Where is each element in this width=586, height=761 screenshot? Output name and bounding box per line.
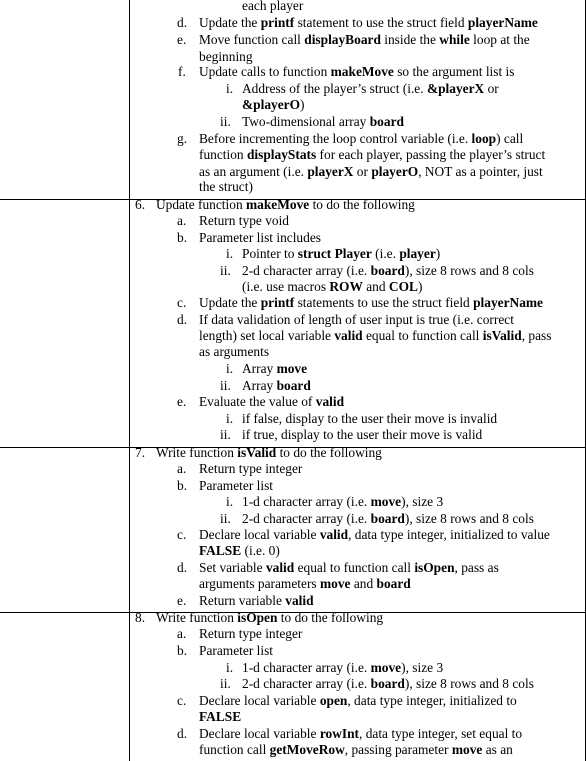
code-term: displayStats — [246, 147, 317, 162]
list-marker: a. — [177, 213, 187, 228]
text-line — [242, 427, 482, 443]
text-run: for each player, passing the player’s struct — [316, 147, 546, 162]
list-marker: i. — [226, 660, 234, 675]
text-run: Update function — [156, 197, 246, 212]
text-line — [199, 179, 253, 195]
text-run: Before incrementing the loop control variable (i.e. — [199, 131, 472, 146]
code-term: FALSE — [199, 543, 242, 558]
code-term: valid — [334, 328, 363, 343]
list-marker: d. — [177, 15, 188, 30]
text-run: each player — [242, 0, 304, 13]
list-marker: i. — [226, 81, 234, 96]
code-term: move — [319, 576, 351, 591]
code-term: valid — [265, 560, 295, 575]
text-line — [242, 246, 440, 262]
code-term: playerX — [307, 164, 354, 179]
text-line — [156, 610, 383, 626]
text-run: Return type integer — [199, 461, 303, 476]
text-run: 2-d character array (i.e. — [242, 511, 371, 526]
text-run: ), size 8 rows and 8 cols — [404, 263, 534, 278]
list-marker: ii. — [220, 676, 231, 691]
list-marker: b. — [177, 643, 188, 658]
code-term: board — [276, 378, 311, 393]
list-marker: b. — [177, 478, 188, 493]
list-marker: ii. — [220, 427, 231, 442]
code-term: printf — [260, 15, 295, 30]
text-run: or — [484, 81, 499, 96]
text-run: Move function call — [199, 32, 305, 47]
text-line — [199, 312, 514, 328]
text-line — [242, 279, 422, 295]
text-run: ), size 3 — [401, 494, 444, 509]
text-line — [199, 131, 523, 147]
code-term: while — [439, 32, 470, 47]
text-run: to do the following — [276, 445, 382, 460]
text-line — [156, 197, 415, 213]
list-marker: f. — [178, 64, 186, 79]
text-run: Parameter list includes — [199, 230, 321, 245]
code-term: valid — [285, 593, 314, 608]
code-term: rowInt — [319, 726, 359, 741]
text-run: 2-d character array (i.e. — [242, 263, 371, 278]
code-term: playerName — [467, 15, 538, 30]
code-term: board — [370, 263, 405, 278]
text-run: Write function — [156, 610, 238, 625]
text-run: equal to function call — [362, 328, 483, 343]
text-line — [242, 263, 534, 279]
text-run: equal to function call — [294, 560, 415, 575]
text-run: Address of the player’s struct (i.e. — [242, 81, 427, 96]
text-run: ) — [300, 97, 305, 112]
text-run: Array — [242, 361, 277, 376]
text-run: , data type integer, set equal to — [359, 726, 523, 741]
list-marker: a. — [177, 626, 187, 641]
text-run: beginning — [199, 49, 253, 64]
code-term: &playerX — [426, 81, 485, 96]
code-term: player — [399, 246, 436, 261]
list-marker: ii. — [220, 263, 231, 278]
code-term: getMoveRow — [269, 742, 345, 757]
list-marker: ii. — [220, 114, 231, 129]
text-run: Declare local variable — [199, 527, 320, 542]
text-line — [242, 378, 311, 394]
text-line — [156, 445, 382, 461]
text-run: ), size 8 rows and 8 cols — [404, 511, 534, 526]
text-run: Set variable — [199, 560, 266, 575]
text-run: ), size 3 — [401, 660, 444, 675]
text-line — [199, 461, 302, 477]
text-run: (i.e. 0) — [241, 543, 280, 558]
list-marker: ii. — [220, 511, 231, 526]
list-marker: d. — [177, 560, 188, 575]
text-run: 2-d character array (i.e. — [242, 676, 371, 691]
text-line — [199, 15, 538, 31]
code-term: move — [370, 660, 402, 675]
code-term: valid — [315, 394, 345, 409]
text-run: Pointer to — [242, 246, 298, 261]
text-run: inside the — [380, 32, 440, 47]
text-line — [242, 494, 443, 510]
text-run: Parameter list — [199, 643, 273, 658]
text-line — [199, 626, 302, 642]
text-run: Two-dimensional array — [242, 114, 370, 129]
text-run: Return type integer — [199, 626, 303, 641]
text-line — [199, 49, 253, 65]
list-marker: i. — [226, 494, 234, 509]
text-run: Update the — [199, 15, 261, 30]
code-term: playerName — [473, 295, 544, 310]
code-term: open — [319, 693, 348, 708]
text-run: Evaluate the value of — [199, 394, 316, 409]
text-run: to do the following — [277, 610, 384, 625]
text-run: ) — [417, 279, 423, 294]
text-run: , data type integer, initialized to value — [348, 527, 550, 542]
text-run: if false, display to the user their move is invalid — [242, 411, 498, 426]
text-line — [242, 0, 303, 14]
list-marker: c. — [177, 295, 187, 310]
code-term: makeMove — [330, 64, 394, 79]
text-line — [199, 560, 499, 576]
text-run: Update the — [199, 295, 261, 310]
text-run: Declare local variable — [199, 693, 320, 708]
code-term: isValid — [237, 445, 277, 460]
text-line — [199, 543, 280, 559]
list-marker: 6. — [135, 197, 146, 212]
text-run: to do the following — [309, 197, 415, 212]
text-line — [242, 676, 534, 692]
list-marker: i. — [226, 411, 234, 426]
text-line — [199, 295, 543, 311]
text-run: ), size 8 rows and 8 cols — [404, 676, 534, 691]
list-marker: c. — [177, 693, 187, 708]
list-marker: e. — [177, 32, 187, 47]
text-line — [199, 593, 314, 609]
text-line — [199, 344, 269, 360]
code-term: &playerO — [242, 97, 301, 112]
text-line — [199, 213, 289, 229]
text-run: 1-d character array (i.e. — [242, 494, 371, 509]
text-line — [199, 147, 545, 163]
text-run: or — [353, 164, 372, 179]
text-line — [199, 230, 321, 246]
text-line — [242, 511, 534, 527]
list-marker: 8. — [135, 610, 146, 625]
text-line — [242, 97, 304, 113]
code-term: move — [370, 494, 402, 509]
text-line — [199, 742, 513, 758]
text-run: Return type void — [199, 213, 290, 228]
text-run: Parameter list — [199, 478, 273, 493]
text-run: function — [199, 147, 247, 162]
text-run: If data validation of length of user input is true (i.e. correct — [199, 312, 514, 327]
code-term: isOpen — [237, 610, 278, 625]
list-marker: d. — [177, 312, 188, 327]
text-run: , pass as — [454, 560, 499, 575]
text-run: ) call — [496, 131, 524, 146]
list-marker: c. — [177, 527, 187, 542]
text-run: so the argument list is — [393, 64, 515, 79]
text-line — [242, 411, 497, 427]
table-left-column-divider — [129, 0, 130, 761]
text-run: and — [350, 576, 377, 591]
text-run: Write function — [156, 445, 238, 460]
code-term: displayBoard — [304, 32, 381, 47]
text-run: , NOT as a pointer, just — [418, 164, 543, 179]
text-run: 1-d character array (i.e. — [242, 660, 371, 675]
code-term: board — [376, 576, 411, 591]
text-line — [199, 32, 530, 48]
text-run: Declare local variable — [199, 726, 320, 741]
list-marker: d. — [177, 726, 188, 741]
text-line — [242, 660, 443, 676]
text-line — [199, 709, 241, 725]
code-term: isOpen — [414, 560, 455, 575]
text-run: , data type integer, initialized to — [347, 693, 517, 708]
text-line — [199, 478, 273, 494]
list-marker: b. — [177, 230, 188, 245]
text-line — [242, 114, 404, 130]
text-run: if true, display to the user their move is valid — [242, 427, 483, 442]
text-line — [199, 643, 273, 659]
code-term: struct Player — [297, 246, 372, 261]
code-term: board — [370, 676, 405, 691]
list-marker: i. — [226, 361, 234, 376]
text-run: (i.e. use macros — [242, 279, 330, 294]
text-run: , passing parameter — [344, 742, 452, 757]
list-marker: 7. — [135, 445, 146, 460]
text-line — [199, 576, 411, 592]
text-run: statements to use the struct field — [294, 295, 474, 310]
code-term: board — [369, 114, 404, 129]
code-term: ROW — [329, 279, 363, 294]
text-run: and — [362, 279, 389, 294]
text-line — [199, 693, 517, 709]
text-line — [199, 527, 550, 543]
code-term: playerO — [371, 164, 419, 179]
code-term: COL — [388, 279, 418, 294]
text-line — [199, 394, 344, 410]
code-term: makeMove — [246, 197, 310, 212]
code-term: move — [276, 361, 308, 376]
text-run: (i.e. — [371, 246, 400, 261]
code-term: move — [451, 742, 483, 757]
text-run: ) — [435, 246, 441, 261]
text-run: arguments parameters — [199, 576, 320, 591]
text-run: function call — [199, 742, 270, 757]
code-term: printf — [260, 295, 295, 310]
list-marker: a. — [177, 461, 187, 476]
list-marker: ii. — [220, 378, 231, 393]
text-run: Array — [242, 378, 277, 393]
code-term: FALSE — [199, 709, 242, 724]
text-run: as an — [482, 742, 513, 757]
text-run: length) set local variable — [199, 328, 335, 343]
text-line — [199, 726, 522, 742]
text-line — [199, 64, 515, 80]
text-run: , pass — [521, 328, 552, 343]
text-line — [199, 328, 551, 344]
text-line — [199, 164, 543, 180]
text-run: statement to use the struct field — [294, 15, 468, 30]
text-run: loop at the — [469, 32, 530, 47]
text-line — [242, 361, 307, 377]
text-run: as arguments — [199, 344, 270, 359]
code-term: valid — [319, 527, 349, 542]
text-run: as an argument (i.e. — [199, 164, 308, 179]
text-run: Return variable — [199, 593, 286, 608]
list-marker: i. — [226, 246, 234, 261]
list-marker: e. — [177, 593, 187, 608]
text-line — [242, 81, 499, 97]
code-term: isValid — [482, 328, 522, 343]
text-run: Update calls to function — [199, 64, 331, 79]
list-marker: g. — [177, 131, 188, 146]
list-marker: e. — [177, 394, 187, 409]
code-term: loop — [471, 131, 497, 146]
code-term: board — [370, 511, 405, 526]
text-run: the struct) — [199, 179, 253, 194]
